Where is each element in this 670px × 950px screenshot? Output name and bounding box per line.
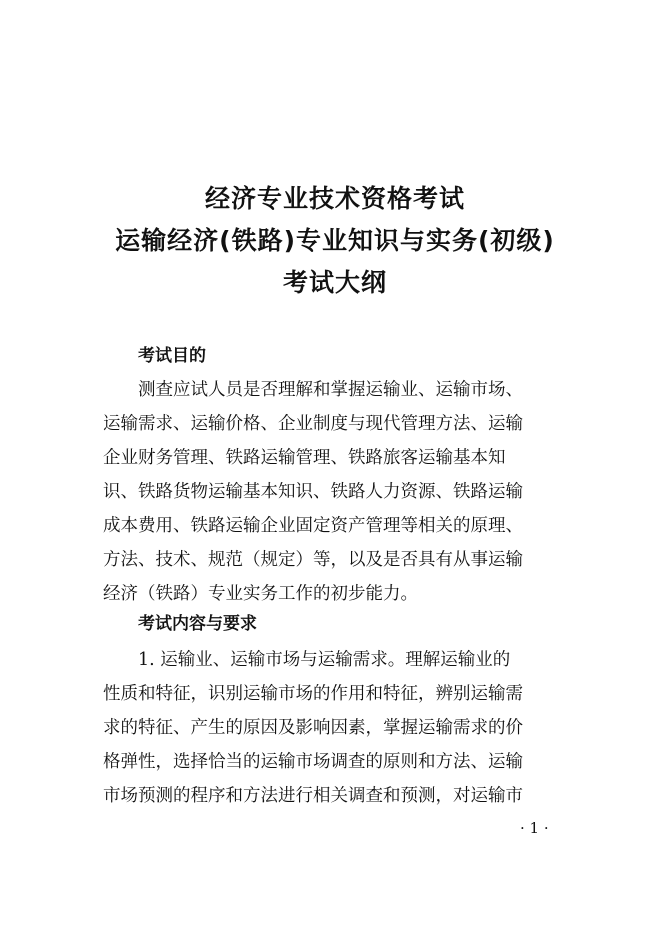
section-heading-exam-content: 考试内容与要求 <box>138 614 257 634</box>
section-heading-exam-purpose: 考试目的 <box>138 346 206 366</box>
paragraph-line: 市场预测的程序和方法进行相关调查和预测，对运输市 <box>103 786 523 806</box>
paragraph-line: 运输需求、运输价格、企业制度与现代管理方法、运输 <box>103 414 523 434</box>
paragraph-line: 方法、技术、规范（规定）等，以及是否具有从事运输 <box>103 550 523 570</box>
paragraph-line: 成本费用、铁路运输企业固定资产管理等相关的原理、 <box>103 516 523 536</box>
paragraph-line: 企业财务管理、铁路运输管理、铁路旅客运输基本知 <box>103 448 506 468</box>
paragraph-line: 求的特征、产生的原因及影响因素，掌握运输需求的价 <box>103 718 523 738</box>
title-line-1: 经济专业技术资格考试 <box>204 184 465 213</box>
page-number: · 1 · <box>520 819 549 837</box>
paragraph-line: 1. 运输业、运输市场与运输需求。理解运输业的 <box>138 650 511 670</box>
paragraph-line: 格弹性，选择恰当的运输市场调查的原则和方法、运输 <box>103 752 523 772</box>
title-line-2: 运输经济(铁路)专业知识与实务(初级) <box>115 226 555 255</box>
document-title <box>0 178 670 304</box>
paragraph-line: 经济（铁路）专业实务工作的初步能力。 <box>103 584 418 604</box>
paragraph-line: 识、铁路货物运输基本知识、铁路人力资源、铁路运输 <box>103 482 523 502</box>
title-line-3: 考试大纲 <box>282 268 387 297</box>
paragraph-line: 测查应试人员是否理解和掌握运输业、运输市场、 <box>138 380 523 400</box>
paragraph-line: 性质和特征，识别运输市场的作用和特征，辨别运输需 <box>103 684 523 704</box>
